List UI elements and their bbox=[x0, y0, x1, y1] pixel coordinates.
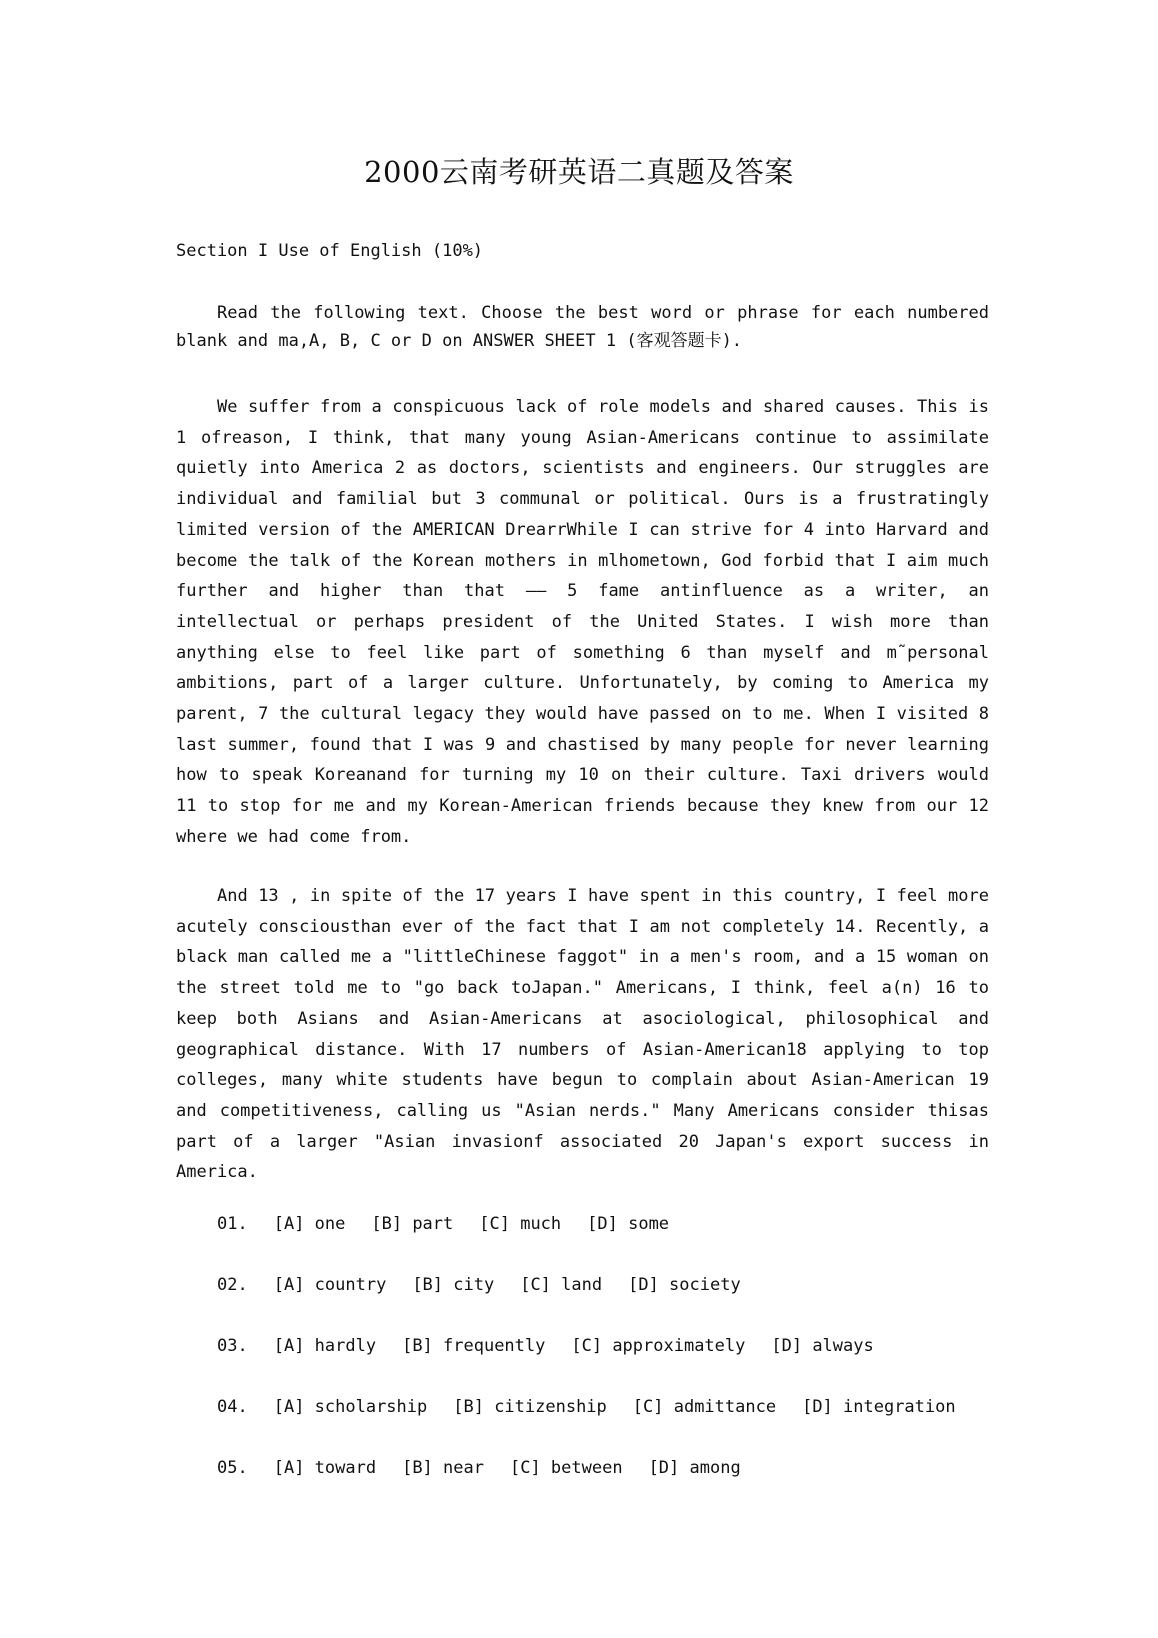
option-b: [B] near bbox=[402, 1458, 484, 1478]
option-d: [D] integration bbox=[802, 1397, 956, 1417]
option-b: [B] frequently bbox=[402, 1336, 546, 1356]
passage-paragraph-2: And 13 , in spite of the 17 years I have spent in this country, I feel more acutely consciousthan ever of the fact that I am not completely 14. Recently, a black man called me a "littleChinese faggot" in a men's room, and a 15 woman on the street told me to "go back toJapan." Americans, I think, feel a(n) 16 to keep both Asians and Asian-Americans at asociological, philosophical and geographical distance. With 17 numbers of Asian-American18 applying to top colleges, many white students have begun to complain about Asian-American 19 and competitiveness, calling us "Asian nerds." Many Americans consider thisas part of a larger "Asian invasionf associated 20 Japan's export success in America. bbox=[176, 886, 989, 1183]
question-list bbox=[217, 1212, 956, 1517]
option-d: [D] society bbox=[628, 1275, 741, 1295]
question-number: 04. bbox=[217, 1397, 248, 1417]
option-d: [D] always bbox=[771, 1336, 874, 1356]
option-c: [C] approximately bbox=[571, 1336, 746, 1356]
option-a: [A] hardly bbox=[273, 1336, 377, 1356]
option-a: [A] scholarship bbox=[273, 1397, 428, 1417]
option-c: [C] admittance bbox=[632, 1397, 777, 1417]
question-item bbox=[217, 1273, 956, 1334]
option-c: [C] land bbox=[520, 1275, 603, 1295]
option-c: [C] much bbox=[479, 1214, 562, 1234]
option-c: [C] between bbox=[509, 1458, 623, 1478]
passage-paragraph-1: We suffer from a conspicuous lack of role models and shared causes. This is 1 ofreason, I think, that many young Asian-Americans continue to assimilate quietly into America 2 as doctors, scientists and engineers. Our struggles are individual and familial but 3 communal or political. Ours is a frustratingly limited version of the AMERICAN DrearrWhile I can strive for 4 into Harvard and become the talk of the Korean mothers in mlhometown, God forbid that I aim much further and higher than that —— 5 fame antinfluence as a writer, an intellectual or perhaps president of the United States. I wish more than anything else to feel like part of something 6 than myself and m˜personal ambitions, part of a larger culture. Unfortunately, by coming to America my parent, 7 the cultural legacy they would have passed on to me. When I visited 8 last summer, found that I was 9 and chastised by many people for never learning how to speak Koreanand for turning my 10 on their culture. Taxi drivers would 11 to stop for me and my Korean-American friends because they knew from our 12 where we had come from. bbox=[176, 397, 989, 847]
question-item bbox=[217, 1212, 956, 1273]
option-d: [D] among bbox=[648, 1458, 741, 1478]
option-a: [A] one bbox=[273, 1214, 346, 1234]
document-title: 2000云南考研英语二真题及答案 bbox=[364, 155, 794, 189]
question-item bbox=[217, 1395, 956, 1456]
option-a: [A] toward bbox=[273, 1458, 377, 1478]
option-a: [A] country bbox=[273, 1275, 387, 1295]
question-number: 05. bbox=[217, 1458, 248, 1478]
question-item bbox=[217, 1334, 956, 1395]
question-number: 03. bbox=[217, 1336, 248, 1356]
option-d: [D] some bbox=[587, 1214, 670, 1234]
question-number: 01. bbox=[217, 1214, 248, 1234]
section-heading: Section I Use of English (10%) bbox=[176, 241, 484, 261]
question-item bbox=[217, 1456, 956, 1517]
instructions-paragraph: Read the following text. Choose the best word or phrase for each numbered blank and ma,A, B, C or D on ANSWER SHEET 1 (客观答题卡). bbox=[176, 303, 989, 351]
option-b: [B] part bbox=[371, 1214, 454, 1234]
option-b: [B] city bbox=[412, 1275, 495, 1295]
option-b: [B] citizenship bbox=[453, 1397, 607, 1417]
question-number: 02. bbox=[217, 1275, 248, 1295]
